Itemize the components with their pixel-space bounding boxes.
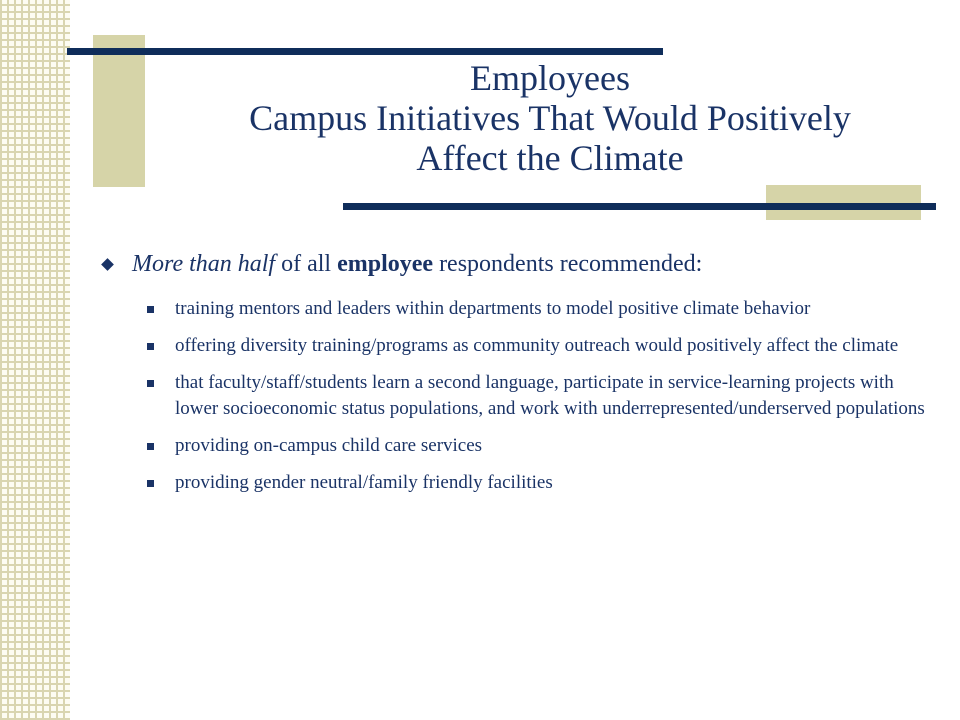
title-line-1: Employees (470, 58, 630, 98)
diamond-bullet-icon (101, 258, 114, 271)
title-line-3: Affect the Climate (416, 138, 684, 178)
sub-bullet-text: training mentors and leaders within departments to model positive climate behavior (175, 298, 811, 319)
square-bullet-icon (147, 343, 154, 350)
main-bullet-mid: of all (275, 251, 338, 277)
main-bullet-italic: More than half (132, 251, 276, 277)
square-bullet-icon (147, 380, 154, 387)
decorative-block-left (93, 35, 145, 187)
sub-bullet-list (147, 296, 937, 507)
sub-bullet-text: providing gender neutral/family friendly facilities (175, 472, 553, 493)
sub-bullet-item (147, 333, 937, 359)
sub-bullet-text: that faculty/staff/students learn a second language, participate in service-learning projects with lower socioeconomic status populations, and work with underrepresented/underserved populations (175, 372, 925, 419)
square-bullet-icon (147, 480, 154, 487)
title-rule-top (67, 48, 663, 55)
main-bullet-end: respondents recommended: (433, 251, 703, 277)
square-bullet-icon (147, 306, 154, 313)
main-bullet-bold: employee (337, 251, 434, 277)
sub-bullet-text: providing on-campus child care services (175, 435, 483, 456)
title-line-2: Campus Initiatives That Would Positively (249, 98, 851, 138)
left-grid-pattern (0, 0, 70, 720)
sub-bullet-item (147, 370, 937, 422)
sub-bullet-text: offering diversity training/programs as community outreach would positively affect the climate (175, 335, 899, 356)
square-bullet-icon (147, 443, 154, 450)
sub-bullet-item (147, 433, 937, 459)
sub-bullet-item (147, 470, 937, 496)
sub-bullet-item (147, 296, 937, 322)
title-rule-bottom (343, 203, 936, 210)
slide-title (150, 58, 950, 178)
main-bullet-text (132, 251, 702, 278)
